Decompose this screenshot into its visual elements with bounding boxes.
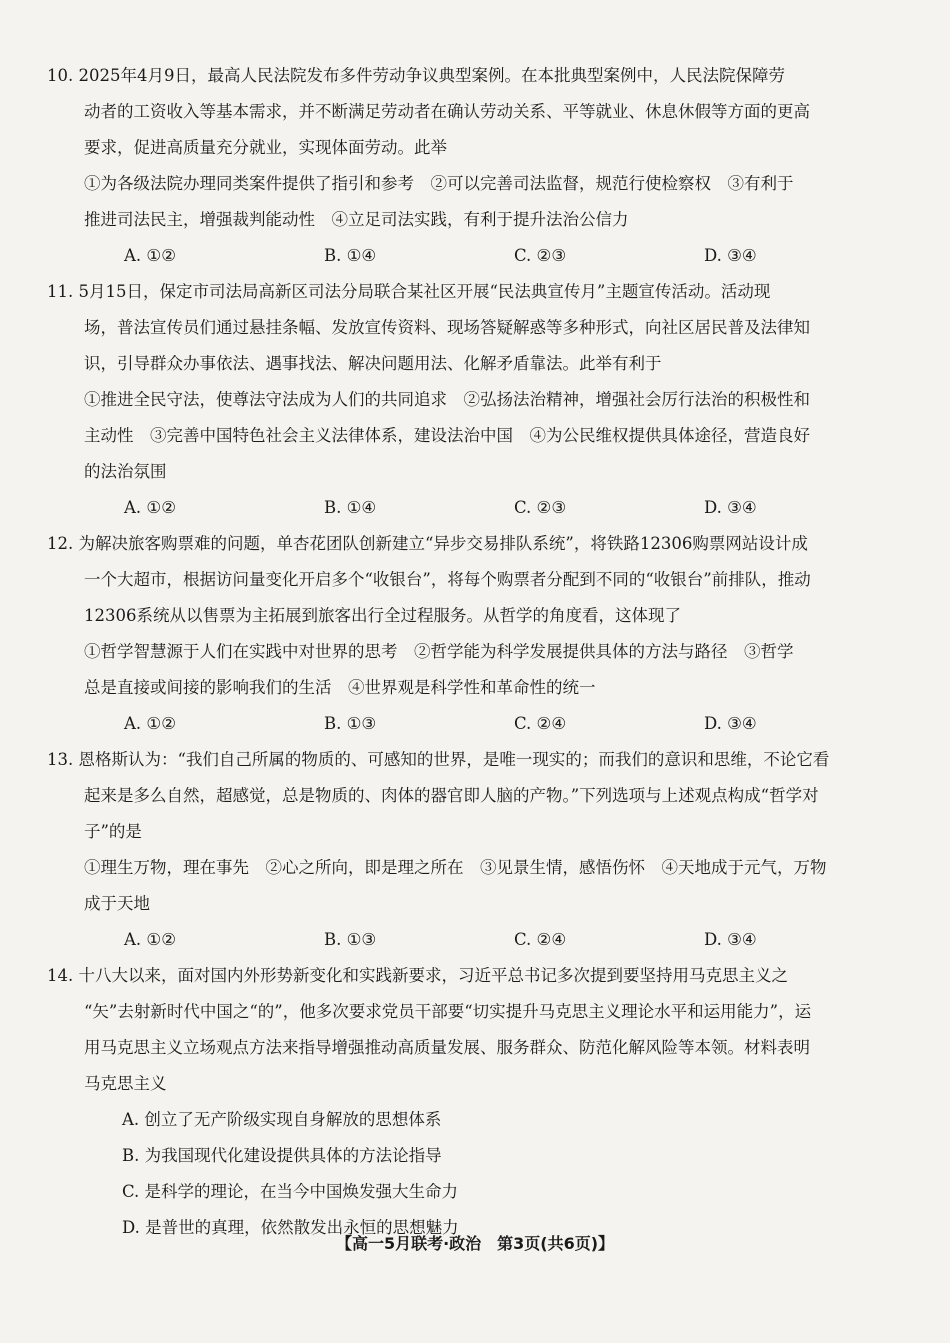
statement-line: ①为各级法院办理同类案件提供了指引和参考 ②可以完善司法监督，规范行使检察权 ③有利于 xyxy=(84,174,794,193)
statement-line: 的法治氛围 xyxy=(84,462,167,481)
question-stem-line: 要求，促进高质量充分就业，实现体面劳动。此举 xyxy=(84,138,447,157)
statement-line: 总是直接或间接的影响我们的生活 ④世界观是科学性和革命性的统一 xyxy=(84,678,596,697)
option-a: A. ①② xyxy=(124,246,176,265)
question-14 xyxy=(47,958,874,1246)
question-stem-line: “矢”去射新时代中国之“的”，他多次要求党员干部要“切实提升马克思主义理论水平和运用能力”，运 xyxy=(84,1002,812,1021)
question-stem-line: 12306系统从以售票为主拓展到旅客出行全过程服务。从哲学的角度看，这体现了 xyxy=(84,606,681,625)
question-stem-line: 11. 5月15日，保定市司法局高新区司法分局联合某社区开展“民法典宣传月”主题宣传活动。活动现 xyxy=(47,282,771,301)
option-d: D. 是普世的真理，依然散发出永恒的思想魅力 xyxy=(122,1218,459,1237)
option-d: D. ③④ xyxy=(704,714,757,733)
option-b: B. ①④ xyxy=(324,498,377,517)
option-a: A. ①② xyxy=(124,498,176,517)
question-stem-line: 14. 十八大以来，面对国内外形势新变化和实践新要求，习近平总书记多次提到要坚持用马克思主义之 xyxy=(47,966,788,985)
question-13 xyxy=(47,742,874,958)
option-c: C. 是科学的理论，在当今中国焕发强大生命力 xyxy=(122,1182,459,1201)
option-a: A. 创立了无产阶级实现自身解放的思想体系 xyxy=(122,1110,442,1129)
option-b: B. 为我国现代化建设提供具体的方法论指导 xyxy=(122,1146,442,1165)
statement-line: 主动性 ③完善中国特色社会主义法律体系，建设法治中国 ④为公民维权提供具体途径，营造良好 xyxy=(84,426,810,445)
answer-options xyxy=(84,922,874,958)
statement-line: 成于天地 xyxy=(84,894,150,913)
question-stem-line: 起来是多么自然，超感觉，总是物质的、肉体的器官即人脑的产物。”下列选项与上述观点构成“哲学对 xyxy=(84,786,819,805)
option-c: C. ②④ xyxy=(514,714,567,733)
statement-line: ①理生万物，理在事先 ②心之所向，即是理之所在 ③见景生情，感悟伤怀 ④天地成于元气，万物 xyxy=(84,858,827,877)
answer-options xyxy=(84,706,874,742)
option-c: C. ②③ xyxy=(514,246,567,265)
option-d: D. ③④ xyxy=(704,930,757,949)
question-12 xyxy=(47,526,874,742)
question-stem-line: 场，普法宣传员们通过悬挂条幅、发放宣传资料、现场答疑解惑等多种形式，向社区居民普及法律知 xyxy=(84,318,810,337)
question-stem-line: 子”的是 xyxy=(84,822,142,841)
statement-line: ①推进全民守法，使尊法守法成为人们的共同追求 ②弘扬法治精神，增强社会厉行法治的积极性和 xyxy=(84,390,810,409)
question-stem-line: 动者的工资收入等基本需求，并不断满足劳动者在确认劳动关系、平等就业、休息休假等方面的更高 xyxy=(84,102,810,121)
page-footer: 【高一5月联考·政治 第3页(共6页)】 xyxy=(335,1234,615,1253)
option-d: D. ③④ xyxy=(704,246,757,265)
statement-line: 推进司法民主，增强裁判能动性 ④立足司法实践，有利于提升法治公信力 xyxy=(84,210,629,229)
option-d: D. ③④ xyxy=(704,498,757,517)
question-stem-line: 用马克思主义立场观点方法来指导增强推动高质量发展、服务群众、防范化解风险等本领。材料表明 xyxy=(84,1038,810,1057)
question-stem-line: 一个大超市，根据访问量变化开启多个“收银台”，将每个购票者分配到不同的“收银台”前排队，推动 xyxy=(84,570,811,589)
option-a: A. ①② xyxy=(124,930,176,949)
question-stem-line: 马克思主义 xyxy=(84,1074,167,1093)
answer-options xyxy=(84,238,874,274)
question-10 xyxy=(47,58,874,274)
option-c: C. ②③ xyxy=(514,498,567,517)
option-b: B. ①③ xyxy=(324,930,377,949)
question-stem-line: 10. 2025年4月9日，最高人民法院发布多件劳动争议典型案例。在本批典型案例中，人民法院保障劳 xyxy=(47,66,785,85)
question-stem-line: 12. 为解决旅客购票难的问题，单杏花团队创新建立“异步交易排队系统”，将铁路12306购票网站设计成 xyxy=(47,534,808,553)
statement-line: ①哲学智慧源于人们在实践中对世界的思考 ②哲学能为科学发展提供具体的方法与路径 ③哲学 xyxy=(84,642,794,661)
option-a: A. ①② xyxy=(124,714,176,733)
question-stem-line: 识，引导群众办事依法、遇事找法、解决问题用法、化解矛盾靠法。此举有利于 xyxy=(84,354,662,373)
answer-options xyxy=(84,490,874,526)
option-b: B. ①③ xyxy=(324,714,377,733)
question-stem-line: 13. 恩格斯认为：“我们自己所属的物质的、可感知的世界，是唯一现实的；而我们的意识和思维，不论它看 xyxy=(47,750,830,769)
option-b: B. ①④ xyxy=(324,246,377,265)
option-c: C. ②④ xyxy=(514,930,567,949)
question-11 xyxy=(47,274,874,526)
